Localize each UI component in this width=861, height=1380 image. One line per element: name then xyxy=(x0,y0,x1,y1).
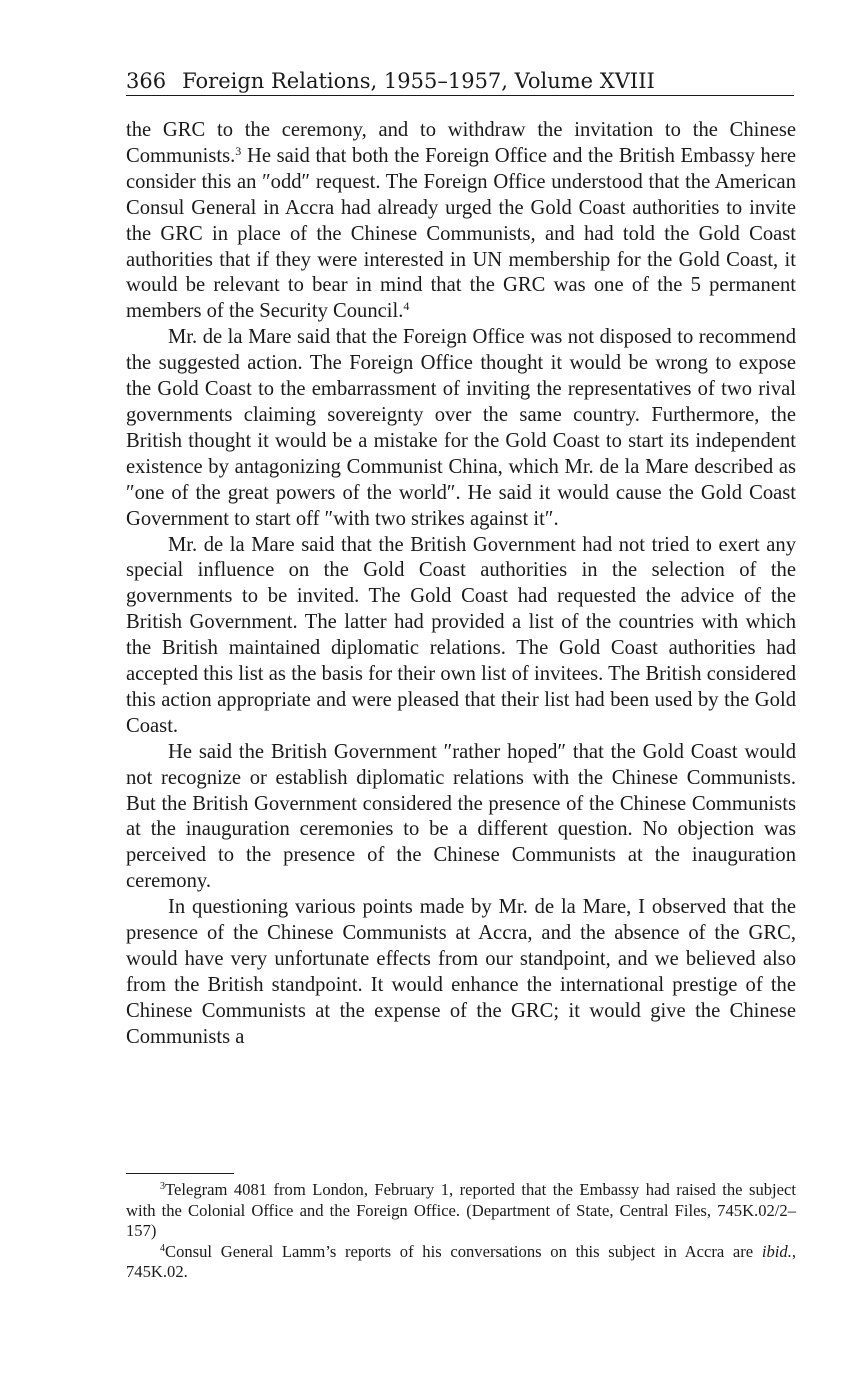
running-header xyxy=(126,68,794,96)
footnote-3-text: Telegram 4081 from London, February 1, reported that the Embassy had raised the subject with the Colonial Office and the Foreign Office. (Department of State, Central Files, 745K.02/2–157) xyxy=(126,1180,796,1240)
footnote-divider xyxy=(126,1173,234,1174)
footnote-3 xyxy=(126,1180,796,1242)
footnote-4-text-b: , 745K.02. xyxy=(126,1241,796,1281)
paragraph-2: Mr. de la Mare said that the Foreign Office was not disposed to recommend the suggested action. The Foreign Office thought it would be wrong to expose the Gold Coast to the embarrassment of inviting the representatives of two rival governments claiming sovereignty over the same country. Furthermore, the British thought it would be a mistake for the Gold Coast to start its independent existence by antagonizing Communist China, which Mr. de la Mare described as ″one of the great powers of the world″. He said it would cause the Gold Coast Government to start off ″with two strikes against it″. xyxy=(126,326,796,530)
footnote-ref-3[interactable]: 3 xyxy=(235,143,242,158)
footnote-4-ibid: ibid. xyxy=(761,1241,792,1261)
paragraph-1-text-b: He said that both the Foreign Office and the British Embassy here consider this an ″odd″ request. The Foreign Office understood that the American Consul General in Accra had already urged the Gold Coast authorities to invite the GRC in place of the Chinese Communists, and had told the Gold Coast authorities that if they were interested in UN membership for the Gold Coast, it would be relevant to bear in mind that the GRC was one of the 5 permanent members of the Security Council. xyxy=(126,144,796,323)
paragraph-1-text-a: the GRC to the ceremony, and to withdraw the invitation to the Chinese Communists. xyxy=(126,119,796,167)
footnote-4-text-a: Consul General Lamm’s reports of his conversations on this subject in Accra are xyxy=(165,1241,754,1261)
footnote-3-number: 3 xyxy=(160,1181,165,1192)
paragraph-4: He said the British Government ″rather hoped″ that the Gold Coast would not recognize or establish diplomatic relations with the Chinese Communists. But the British Government considered the presence of the Chinese Communists at the inauguration ceremonies to be a different question. No objection was perceived to the presence of the Chinese Communists at the inauguration ceremony. xyxy=(126,740,796,893)
page-number: 366 xyxy=(126,69,167,93)
paragraph-3: Mr. de la Mare said that the British Government had not tried to exert any special influence on the Gold Coast authorities in the selection of the governments to be invited. The Gold Coast had requested the advice of the British Government. The latter had provided a list of the countries with which the British maintained diplomatic relations. The Gold Coast authorities had accepted this list as the basis for their own list of invitees. The British considered this action appropriate and were pleased that their list had been used by the Gold Coast. xyxy=(126,533,796,737)
footnote-ref-4[interactable]: 4 xyxy=(403,299,410,314)
paragraph-1 xyxy=(126,118,796,325)
running-title: Foreign Relations, 1955–1957, Volume XVIII xyxy=(182,69,655,93)
paragraph-5: In questioning various points made by Mr. de la Mare, I observed that the presence of the Chinese Communists at Accra, and the absence of the GRC, would have very unfortunate effects from our standpoint, and we believed also from the British standpoint. It would enhance the international prestige of the Chinese Communists at the expense of the GRC; it would give the Chinese Communists a xyxy=(126,896,796,1048)
footnotes xyxy=(126,1180,796,1283)
footnote-4-number: 4 xyxy=(160,1242,165,1254)
main-text xyxy=(126,118,796,1051)
footnote-4 xyxy=(126,1242,796,1283)
